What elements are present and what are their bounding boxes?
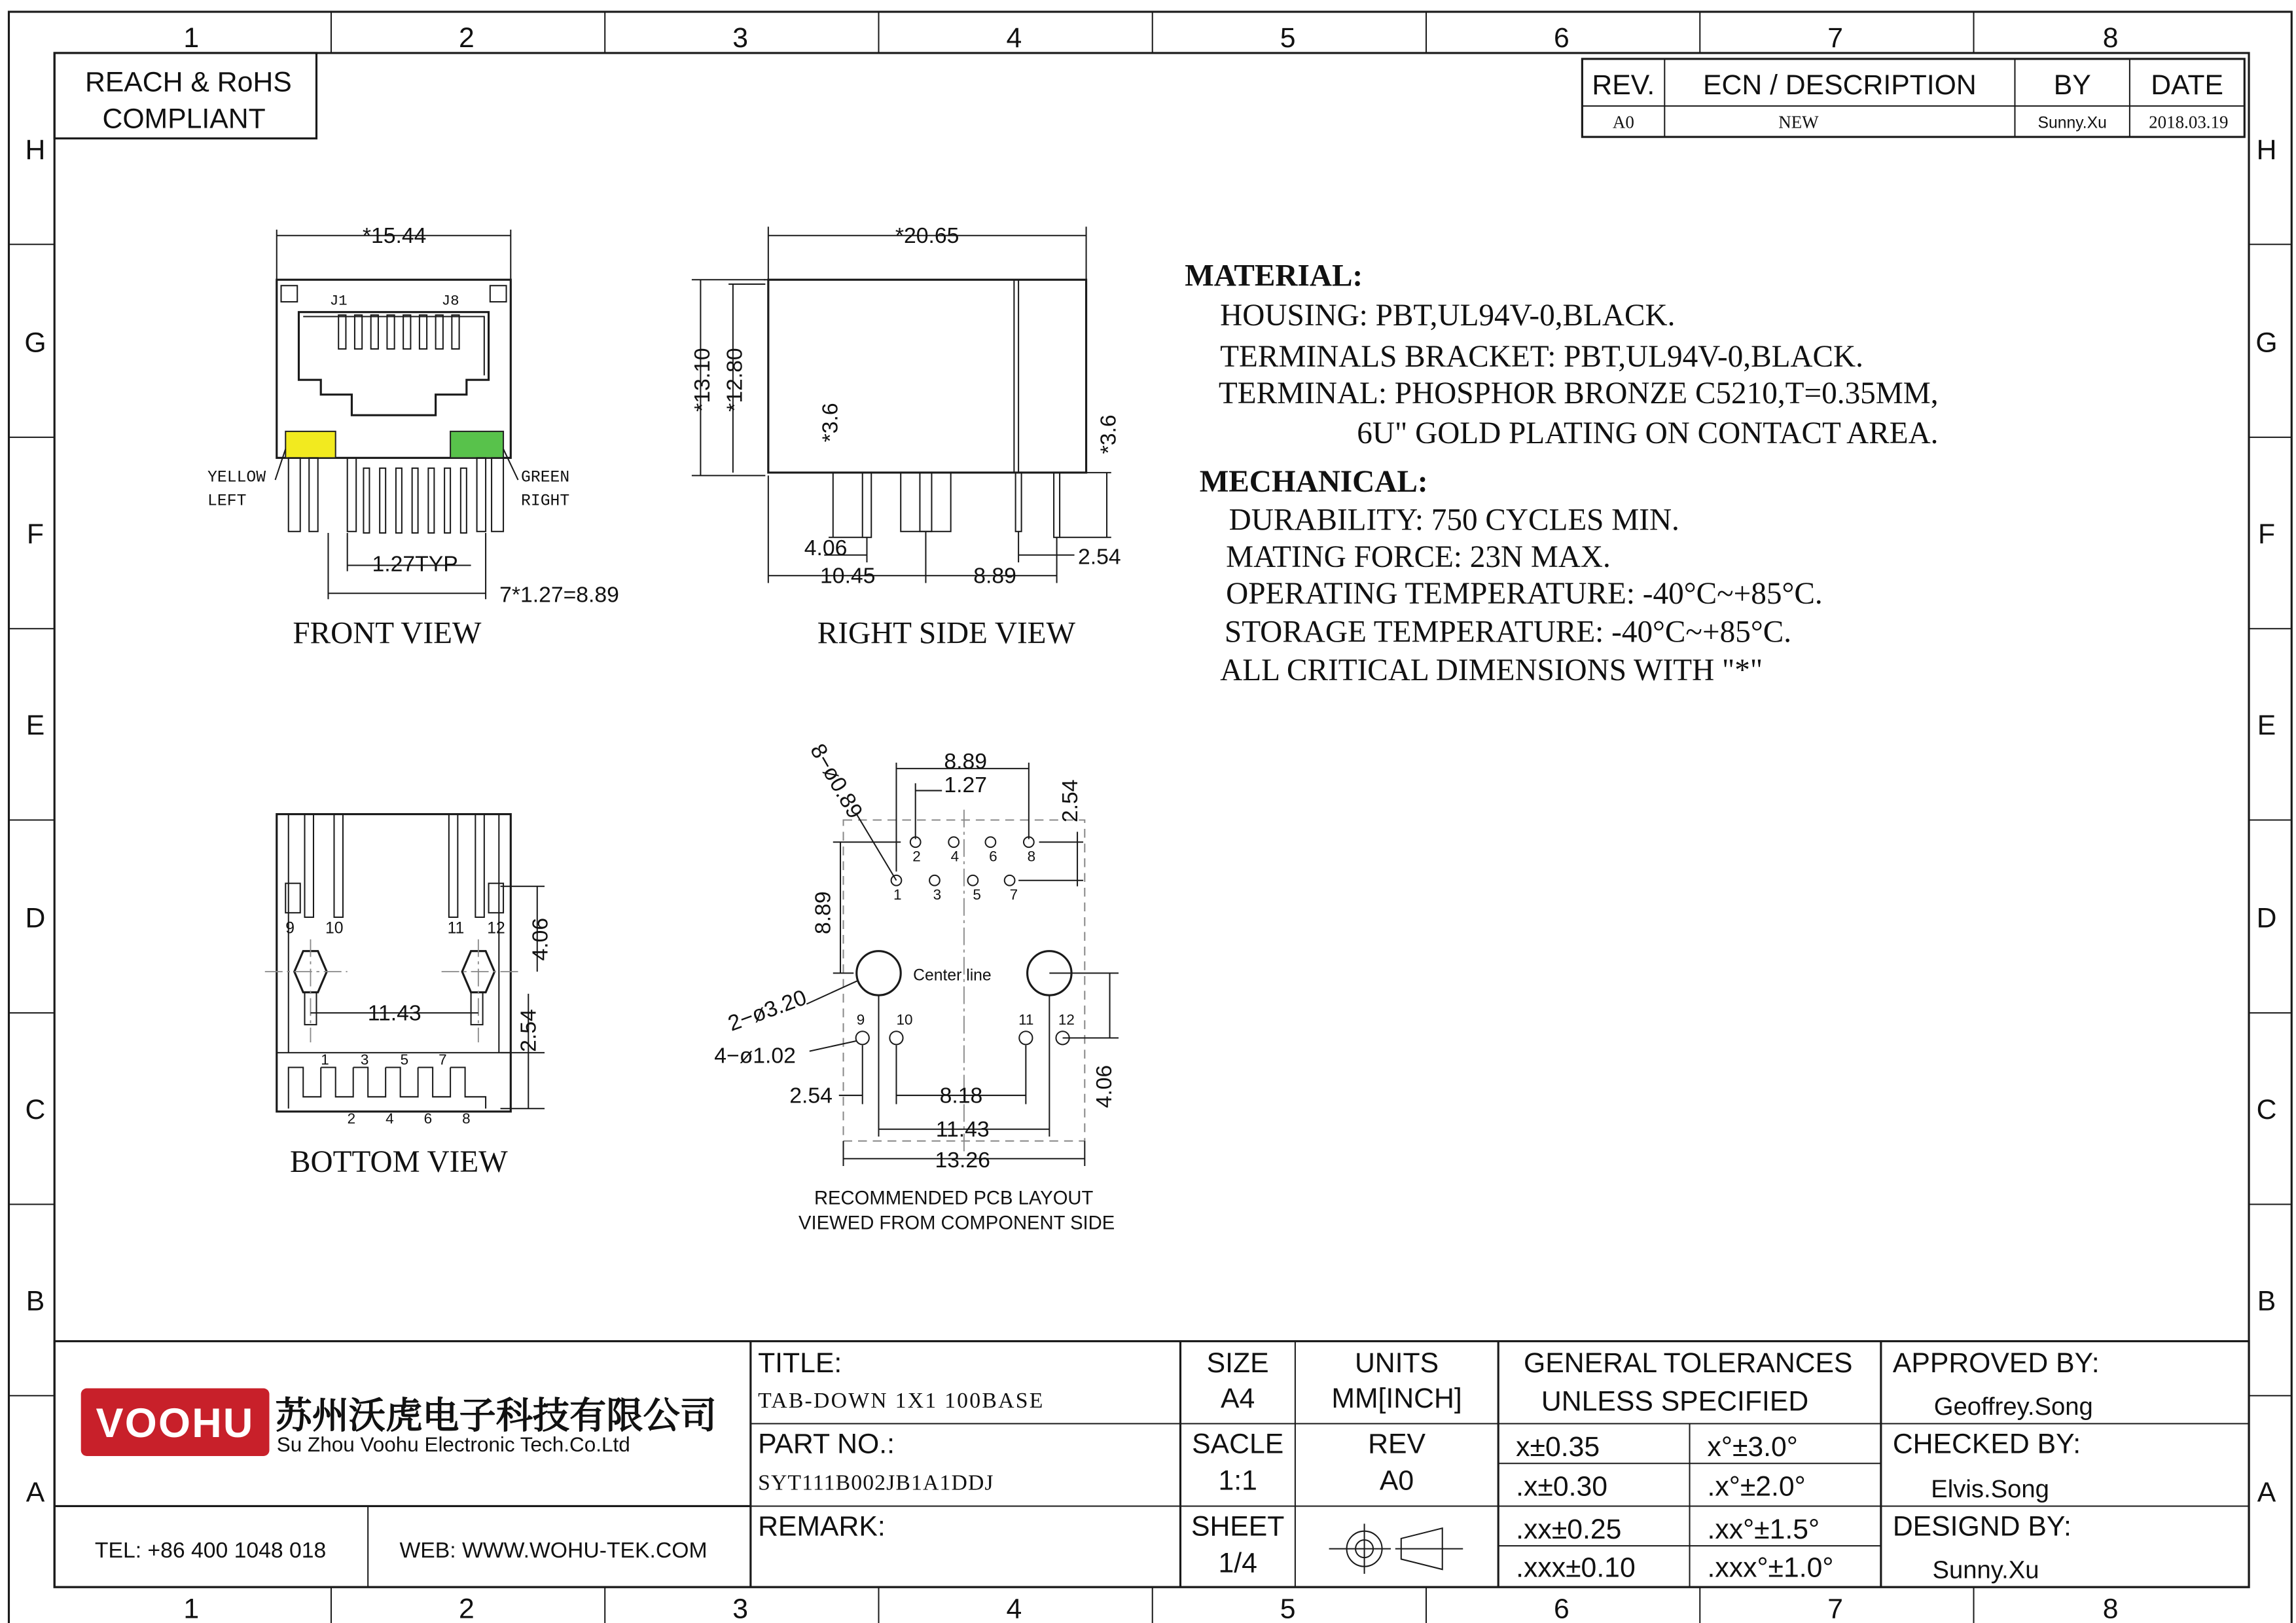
material-line: 6U" GOLD PLATING ON CONTACT AREA. xyxy=(1357,416,1939,450)
pcb-pitch-c: 2.54 xyxy=(1058,779,1083,823)
led-left-side: LEFT xyxy=(207,492,247,511)
pcb-pin-label: 4 xyxy=(950,848,960,865)
grid-col-label: 8 xyxy=(2102,22,2119,54)
part-value: SYT111B002JB1A1DDJ xyxy=(758,1470,994,1495)
grid-row-label: A xyxy=(2257,1476,2276,1508)
size-value: A4 xyxy=(1221,1382,1255,1414)
units-value: MM[INCH] xyxy=(1331,1382,1462,1414)
pcb-d5: 4.06 xyxy=(1091,1065,1117,1108)
scale-value: 1:1 xyxy=(1218,1465,1257,1497)
pcb-pitch-a: 8.89 xyxy=(944,748,987,774)
rev-value: A0 xyxy=(1612,112,1634,132)
grid-row-label: C xyxy=(25,1094,46,1126)
side-height-total: *13.10 xyxy=(689,348,715,412)
grid-col-label: 4 xyxy=(1006,1593,1022,1623)
pcb-center-line: Center line xyxy=(913,966,992,985)
rev-header: REV. xyxy=(1592,69,1655,101)
mechanical-line: OPERATING TEMPERATURE: -40°C~+85°C. xyxy=(1226,576,1823,611)
grid-row-label: G xyxy=(2255,327,2278,359)
tolerance-angular: .xx°±1.5° xyxy=(1707,1513,1820,1545)
tolerance-linear: .x±0.30 xyxy=(1516,1470,1608,1503)
grid-column-labels-top xyxy=(183,22,2118,54)
by-header: BY xyxy=(2053,69,2091,101)
tolerance-title2: UNLESS SPECIFIED xyxy=(1541,1385,1809,1417)
pcb-hole-spec: 8−ø0.89 xyxy=(805,739,868,823)
pin-label-j8: J8 xyxy=(441,292,459,310)
pcb-pin-label: 5 xyxy=(973,886,981,903)
grid-row-label: H xyxy=(2256,134,2277,166)
bottom-pin-label: 12 xyxy=(487,919,505,938)
pcb-pin-label: 12 xyxy=(1058,1012,1075,1029)
material-line: TERMINAL: PHOSPHOR BRONZE C5210,T=0.35MM, xyxy=(1218,376,1939,411)
pcb-d2: 8.18 xyxy=(939,1083,983,1108)
date-header: DATE xyxy=(2151,69,2223,101)
revision-table xyxy=(1582,59,2244,137)
bottom-h1-dim: 4.06 xyxy=(528,917,553,961)
size-label: SIZE xyxy=(1206,1347,1269,1379)
pcb-pin-label: 8 xyxy=(1027,848,1036,865)
company-web: WEB: WWW.WOHU-TEK.COM xyxy=(399,1538,708,1563)
side-off-b: 10.45 xyxy=(820,563,876,589)
grid-row-label: D xyxy=(2256,902,2277,934)
grid-col-label: 1 xyxy=(183,22,200,54)
side-view-label: RIGHT SIDE VIEW xyxy=(817,616,1076,651)
checked-value: Elvis.Song xyxy=(1931,1474,2049,1503)
grid-row-label: B xyxy=(2257,1285,2276,1317)
title-label: TITLE: xyxy=(758,1347,842,1379)
title-value: TAB-DOWN 1X1 100BASE xyxy=(758,1388,1045,1413)
front-view-label: FRONT VIEW xyxy=(293,616,482,651)
material-line: TERMINALS BRACKET: PBT,UL94V-0,BLACK. xyxy=(1220,339,1863,374)
grid-col-label: 6 xyxy=(1554,22,1570,54)
bottom-pin-label: 4 xyxy=(386,1110,394,1127)
pcb-d1: 2.54 xyxy=(789,1083,833,1108)
grid-col-label: 3 xyxy=(732,22,748,54)
company-tel: TEL: +86 400 1048 018 xyxy=(94,1538,327,1563)
tolerance-angular: x°±3.0° xyxy=(1707,1431,1798,1463)
pitch-dim: 1.27TYP xyxy=(372,551,458,577)
grid-row-label: B xyxy=(26,1285,45,1317)
scale-label: SACLE xyxy=(1192,1428,1284,1460)
grid-row-labels-left xyxy=(24,134,46,1508)
led-yellow-icon xyxy=(285,431,335,458)
side-height-body: *12.80 xyxy=(722,348,747,412)
bottom-pin-label: 6 xyxy=(423,1110,433,1127)
ecn-header: ECN / DESCRIPTION xyxy=(1703,69,1977,101)
tolerance-linear: .xx±0.25 xyxy=(1516,1513,1622,1545)
grid-col-label: 6 xyxy=(1554,1593,1570,1623)
grid-col-label: 7 xyxy=(1827,1593,1844,1623)
mechanical-line: ALL CRITICAL DIMENSIONS WITH "*" xyxy=(1220,653,1763,687)
material-title: MATERIAL: xyxy=(1185,259,1363,293)
part-label: PART NO.: xyxy=(758,1428,895,1460)
pcb-title-line2: VIEWED FROM COMPONENT SIDE xyxy=(798,1213,1115,1234)
mechanical-line: MATING FORCE: 23N MAX. xyxy=(1226,539,1611,574)
front-width-dim: *15.44 xyxy=(362,223,427,249)
pcb-small-spec: 4−ø1.02 xyxy=(714,1043,796,1068)
front-legs xyxy=(289,458,503,533)
pin-label-j1: J1 xyxy=(329,292,348,310)
side-pin-len-b: *3.6 xyxy=(1096,414,1121,454)
grid-column-labels-bottom xyxy=(183,1593,2118,1623)
compliance-box xyxy=(54,53,316,138)
date-value: 2018.03.19 xyxy=(2149,112,2229,132)
grid-row-label: H xyxy=(25,134,46,166)
bottom-pin-label: 5 xyxy=(400,1051,409,1068)
pcb-pitch-b: 1.27 xyxy=(944,772,987,797)
grid-row-label: E xyxy=(2257,710,2276,742)
grid-row-labels-right xyxy=(2255,134,2277,1508)
by-value: Sunny.Xu xyxy=(2037,114,2107,132)
bottom-pin-label: 3 xyxy=(360,1051,369,1068)
sheet-frame xyxy=(9,12,2291,1623)
units-label: UNITS xyxy=(1354,1347,1439,1379)
pcb-pin-label: 1 xyxy=(893,886,902,903)
bottom-h2-dim: 2.54 xyxy=(516,1009,541,1052)
grid-col-label: 3 xyxy=(732,1593,748,1623)
bottom-view-label: BOTTOM VIEW xyxy=(290,1144,508,1179)
side-off-d: 2.54 xyxy=(1077,544,1121,570)
span-dim: 7*1.27=8.89 xyxy=(499,582,619,608)
compliance-line1: REACH & RoHS xyxy=(84,66,292,98)
title-block xyxy=(54,1341,2249,1588)
pcb-pin-label: 6 xyxy=(989,848,997,865)
compliance-line2: COMPLIANT xyxy=(102,103,266,135)
approved-label: APPROVED BY: xyxy=(1892,1347,2100,1379)
led-green-icon xyxy=(450,431,503,458)
bottom-pin-label: 1 xyxy=(321,1051,329,1068)
tolerance-linear: x±0.35 xyxy=(1516,1431,1600,1463)
pcb-boss-spec: 2−ø3.20 xyxy=(725,985,810,1036)
tolerance-title1: GENERAL TOLERANCES xyxy=(1524,1347,1853,1379)
front-view xyxy=(207,223,619,651)
grid-col-label: 1 xyxy=(183,1593,200,1623)
approved-value: Geoffrey.Song xyxy=(1933,1393,2093,1421)
grid-row-label: E xyxy=(26,710,45,742)
tolerance-linear: .xxx±0.10 xyxy=(1516,1552,1636,1584)
notes xyxy=(1185,259,1938,687)
grid-col-label: 7 xyxy=(1827,22,1844,54)
material-line: HOUSING: PBT,UL94V-0,BLACK. xyxy=(1220,298,1676,333)
bottom-width-dim: 11.43 xyxy=(367,1000,422,1026)
bottom-signal-pins xyxy=(289,1067,486,1108)
pcb-pin-label: 2 xyxy=(912,848,921,865)
pcb-pin-label: 3 xyxy=(933,886,942,903)
grid-col-label: 2 xyxy=(458,22,475,54)
bottom-view xyxy=(265,814,553,1179)
pcb-d3: 11.43 xyxy=(935,1117,990,1142)
bottom-pin-label: 10 xyxy=(325,919,344,938)
grid-row-label: F xyxy=(2257,518,2276,550)
mechanical-title: MECHANICAL: xyxy=(1199,465,1428,500)
grid-row-label: F xyxy=(26,518,45,550)
designed-label: DESIGND BY: xyxy=(1892,1510,2072,1542)
company-name-cn: 苏州沃虎电子科技有限公司 xyxy=(275,1395,717,1436)
bottom-pin-label: 11 xyxy=(447,919,465,938)
mechanical-line: STORAGE TEMPERATURE: -40°C~+85°C. xyxy=(1224,615,1792,649)
bottom-pin-label: 2 xyxy=(347,1110,356,1127)
remark-label: REMARK: xyxy=(758,1510,886,1542)
grid-row-label: G xyxy=(24,327,46,359)
side-pin-len-a: *3.6 xyxy=(817,403,843,443)
grid-col-label: 4 xyxy=(1006,22,1022,54)
rev-label: REV xyxy=(1368,1428,1426,1460)
led-left-label: YELLOW xyxy=(207,468,266,487)
led-right-label: GREEN xyxy=(521,468,570,487)
grid-col-label: 8 xyxy=(2102,1593,2119,1623)
right-side-view xyxy=(690,223,1121,651)
grid-row-label: A xyxy=(26,1476,45,1508)
rev-value-tb: A0 xyxy=(1379,1465,1414,1497)
pcb-layout xyxy=(714,740,1119,1234)
pcb-pin-label: 11 xyxy=(1018,1012,1034,1029)
bottom-pin-label: 7 xyxy=(439,1051,447,1068)
logo-text: VOOHU xyxy=(96,1400,255,1446)
led-right-side: RIGHT xyxy=(521,492,570,511)
pcb-title-line1: RECOMMENDED PCB LAYOUT xyxy=(814,1188,1094,1209)
front-contacts xyxy=(338,315,459,349)
grid-col-label: 2 xyxy=(458,1593,475,1623)
designed-value: Sunny.Xu xyxy=(1932,1556,2039,1584)
tolerance-angular: .x°±2.0° xyxy=(1707,1470,1806,1503)
third-angle-projection-icon xyxy=(1329,1523,1463,1573)
bottom-pin-label: 8 xyxy=(462,1110,471,1127)
sheet-value: 1/4 xyxy=(1218,1547,1257,1579)
pcb-pin-label: 9 xyxy=(856,1012,865,1029)
side-off-c: 8.89 xyxy=(973,563,1016,589)
company-name-en: Su Zhou Voohu Electronic Tech.Co.Ltd xyxy=(276,1433,630,1457)
grid-row-label: D xyxy=(25,902,46,934)
pcb-vert-dim: 8.89 xyxy=(810,891,836,935)
checked-label: CHECKED BY: xyxy=(1892,1428,2081,1460)
grid-row-label: C xyxy=(2256,1094,2277,1126)
side-off-a: 4.06 xyxy=(804,535,848,560)
grid-col-label: 5 xyxy=(1280,22,1296,54)
bottom-pin-label: 9 xyxy=(285,919,295,938)
side-length-dim: *20.65 xyxy=(895,223,960,249)
mechanical-line: DURABILITY: 750 CYCLES MIN. xyxy=(1229,503,1679,538)
grid-col-label: 5 xyxy=(1280,1593,1296,1623)
tolerance-angular: .xxx°±1.0° xyxy=(1707,1552,1834,1584)
sheet-label: SHEET xyxy=(1191,1510,1285,1542)
ecn-value: NEW xyxy=(1778,112,1819,132)
pcb-d4: 13.26 xyxy=(935,1148,990,1173)
pcb-pin-label: 7 xyxy=(1009,886,1018,903)
pcb-pin-label: 10 xyxy=(896,1012,913,1029)
